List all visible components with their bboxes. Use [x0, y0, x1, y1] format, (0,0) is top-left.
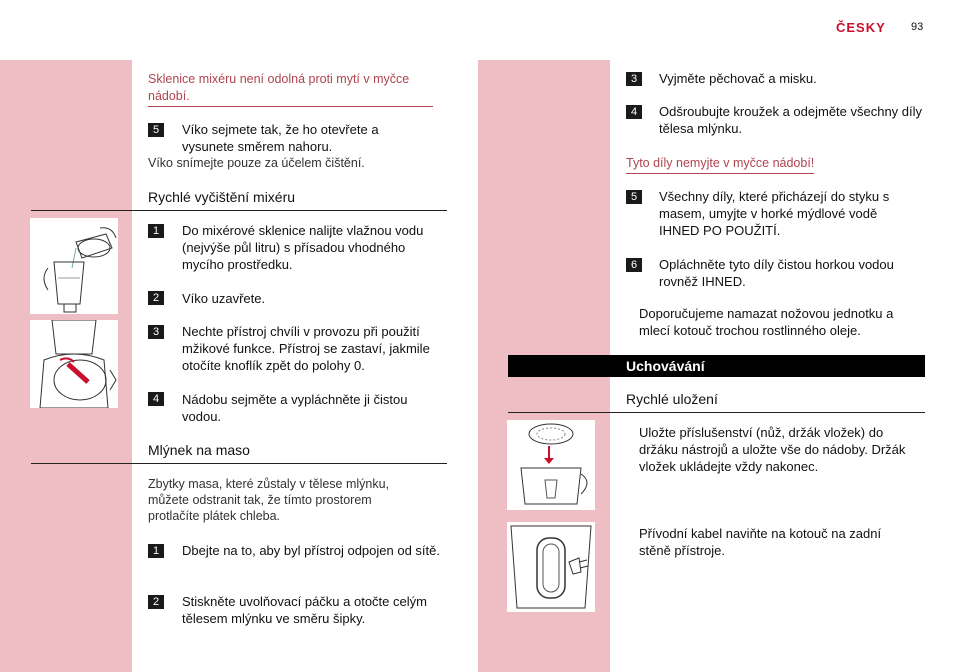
step-number: 3: [626, 72, 642, 86]
note-oil: Doporučujeme namazat nožovou jednotku a mlecí kotouč trochou rostlinného oleje.: [639, 306, 894, 338]
step-text: Nechte přístroj chvíli v provozu při použití mžikové funkce. Přístroj se zastaví, jakmile otočíte knoflík zpět do polohy 0.: [182, 324, 430, 373]
step-number: 4: [626, 105, 642, 119]
heading-storage: Rychlé uložení: [626, 391, 718, 407]
heading-grinder: Mlýnek na maso: [148, 442, 250, 458]
step-text: Všechny díly, které přicházejí do styku s masem, umyjte v horké mýdlové vodě IHNED PO POUŽITÍ.: [659, 189, 890, 238]
note-grinder: Zbytky masa, které zůstaly v tělese mlýnku, můžete odstranit tak, že tímto prostorem protlačíte plátek chleba.: [148, 477, 390, 523]
step-text: Vyjměte pěchovač a misku.: [659, 71, 817, 86]
step-text: Odšroubujte kroužek a odejměte všechny díly tělesa mlýnku.: [659, 104, 923, 136]
step-text: Víko uzavřete.: [182, 291, 266, 306]
step-number: 5: [148, 123, 164, 137]
section-rule: [31, 463, 447, 464]
step-number: 4: [148, 392, 164, 406]
step-number: 3: [148, 325, 164, 339]
page-number: 93: [911, 21, 924, 33]
heading-quick-clean: Rychlé vyčištění mixéru: [148, 189, 296, 205]
warning-dishwasher-grinder: Tyto díly nemyjte v myčce nádobí!: [626, 155, 814, 174]
step-text: Dbejte na to, aby byl přístroj odpojen od sítě.: [182, 543, 440, 558]
step-number: 1: [148, 544, 164, 558]
cord-text: Přívodní kabel naviňte na kotouč na zadní stěně přístroje.: [639, 526, 882, 558]
step-text: Víko sejmete tak, že ho otevřete a vysunete směrem nahoru.: [182, 122, 379, 154]
storage-accessories-illustration: [507, 420, 595, 510]
section-rule: [31, 210, 447, 211]
banner-title: Uchovávání: [626, 358, 705, 374]
storage-text: Uložte příslušenství (nůž, držák vložek) do držáku nástrojů a uložte vše do nádoby. Držák vložek ukládejte vždy nakonec.: [639, 425, 906, 474]
step-text: Nádobu sejměte a vypláchněte ji čistou vodou.: [182, 392, 408, 424]
step-text: Opláchněte tyto díly čistou horkou vodou rovněž IHNED.: [659, 257, 894, 289]
blender-pouring-illustration: [30, 218, 118, 314]
step-number: 2: [148, 595, 164, 609]
language-label: ČESKY: [836, 20, 886, 35]
step-number: 1: [148, 224, 164, 238]
section-rule: [508, 412, 925, 413]
warning-dishwasher-blender: Sklenice mixéru není odolná proti mytí v myčce nádobí.: [148, 71, 433, 107]
step-number: 6: [626, 258, 642, 272]
note-lid: Víko snímejte pouze za účelem čištění.: [148, 156, 365, 170]
step-number: 5: [626, 190, 642, 204]
blender-knob-illustration: [30, 320, 118, 408]
cord-storage-illustration: [507, 522, 595, 612]
section-banner-storage: [508, 355, 925, 377]
step-text: Stiskněte uvolňovací páčku a otočte celým tělesem mlýnku ve směru šipky.: [182, 594, 427, 626]
step-text: Do mixérové sklenice nalijte vlažnou vodu (nejvýše půl litru) s přísadou vhodného mycího prostředku.: [182, 223, 424, 272]
step-number: 2: [148, 291, 164, 305]
